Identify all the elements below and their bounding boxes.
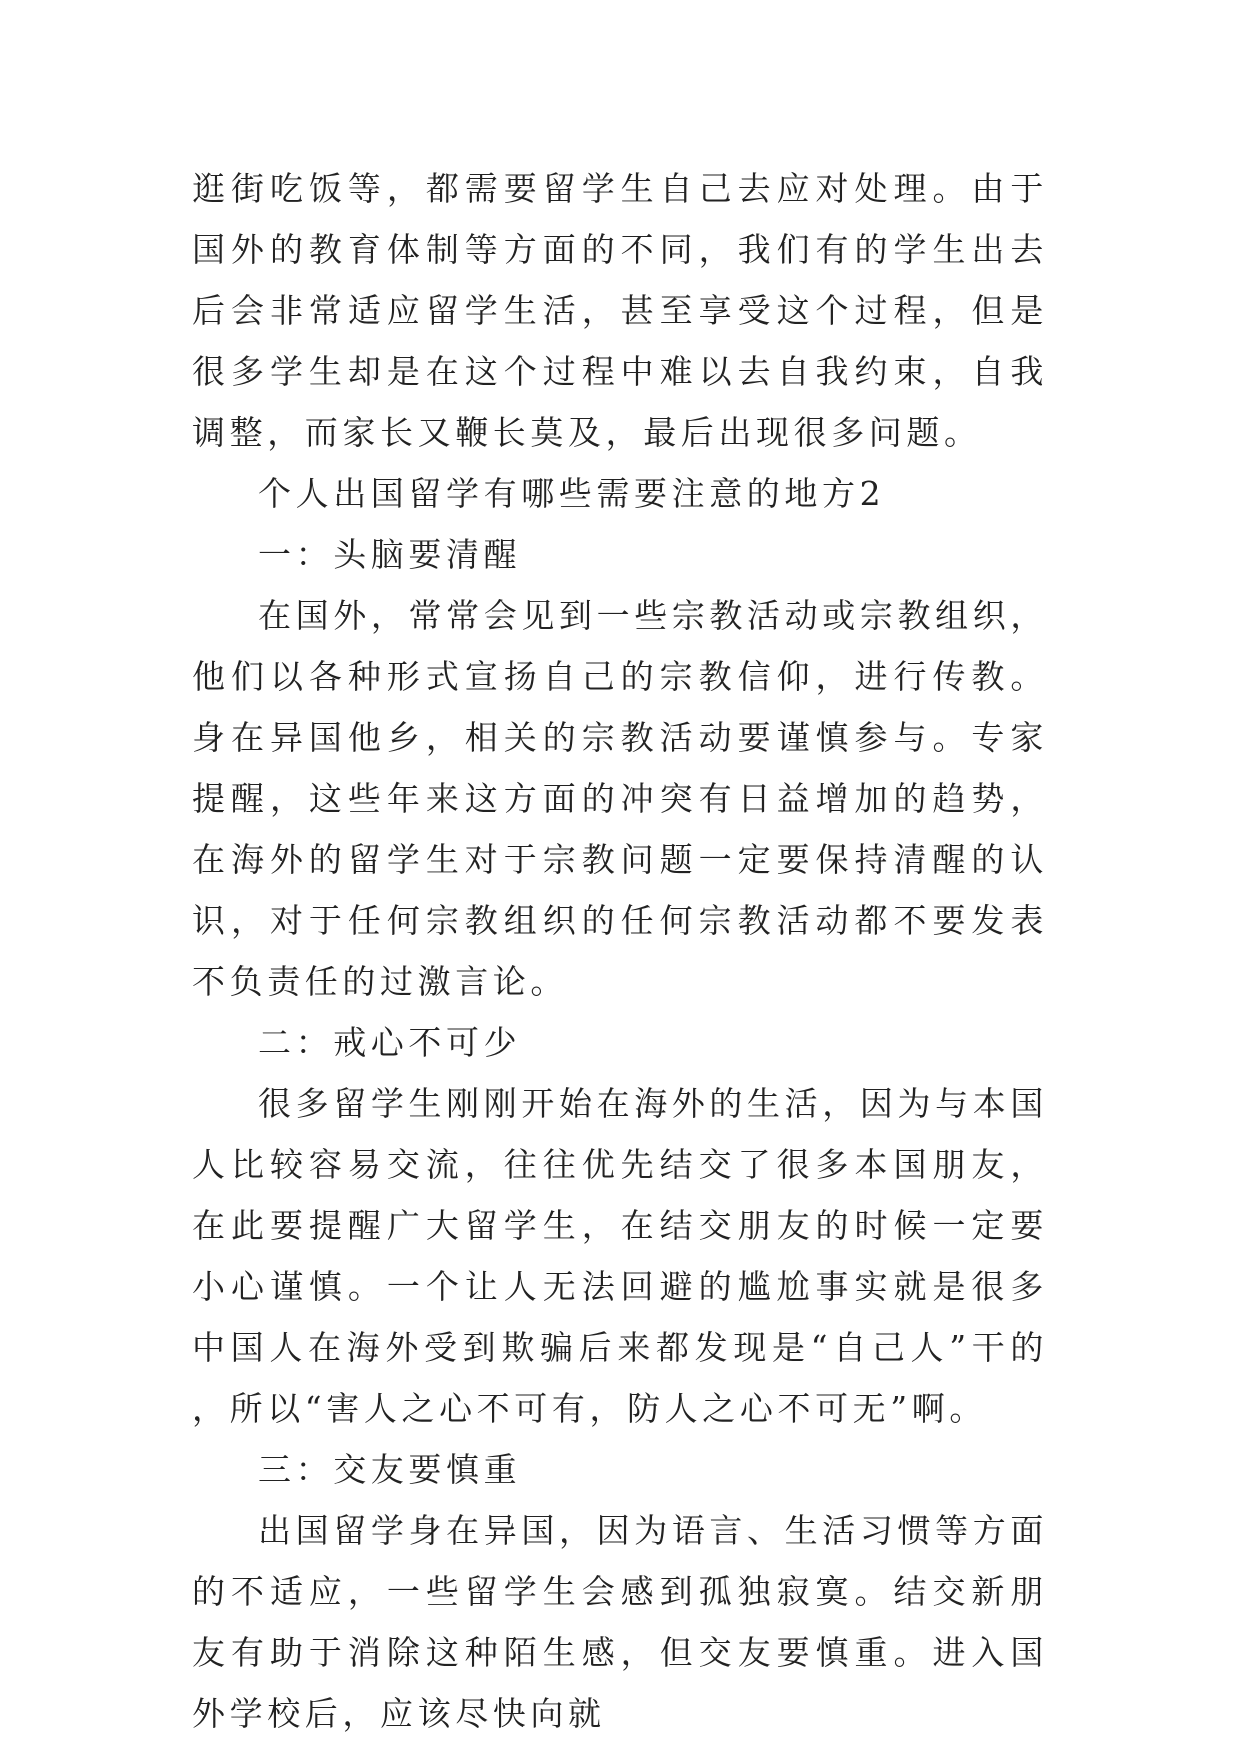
- heading-two: 二：戒心不可少: [258, 1023, 522, 1062]
- paragraph-religion: 在国外，常常会见到一些宗教活动或宗教组织，他们以各种形式宣扬自己的宗教信仰，进行传教。身在异国他乡，相关的宗教活动要谨慎参与。专家提醒，这些年来这方面的冲突有日益增加的趋势，在海外的留学生对于宗教问题一定要保持清醒的认识，对于任何宗教组织的任何宗教活动都不要发表不负责任的过激言论。: [192, 596, 1048, 1001]
- heading-three: 三：交友要慎重: [258, 1450, 522, 1489]
- heading-one: 一：头脑要清醒: [258, 535, 522, 574]
- paragraph-continuation: 逛街吃饭等，都需要留学生自己去应对处理。由于国外的教育体制等方面的不同，我们有的学生出去后会非常适应留学生活，甚至享受这个过程，但是很多学生却是在这个过程中难以去自我约束，自我调整，而家长又鞭长莫及，最后出现很多问题。: [192, 169, 1048, 452]
- paragraph-vigilance: 很多留学生刚刚开始在海外的生活，因为与本国人比较容易交流，往往优先结交了很多本国朋友，在此要提醒广大留学生，在结交朋友的时候一定要小心谨慎。一个让人无法回避的尴尬事实就是很多中国人在海外受到欺骗后来都发现是“自己人”干的，所以“害人之心不可有，防人之心不可无”啊。: [192, 1084, 1048, 1428]
- paragraph-friends: 出国留学身在异国，因为语言、生活习惯等方面的不适应，一些留学生会感到孤独寂寞。结交新朋友有助于消除这种陌生感，但交友要慎重。进入国外学校后，应该尽快向就: [192, 1511, 1048, 1733]
- document-body: [192, 158, 1048, 1744]
- section-title: 个人出国留学有哪些需要注意的地方2: [258, 474, 886, 513]
